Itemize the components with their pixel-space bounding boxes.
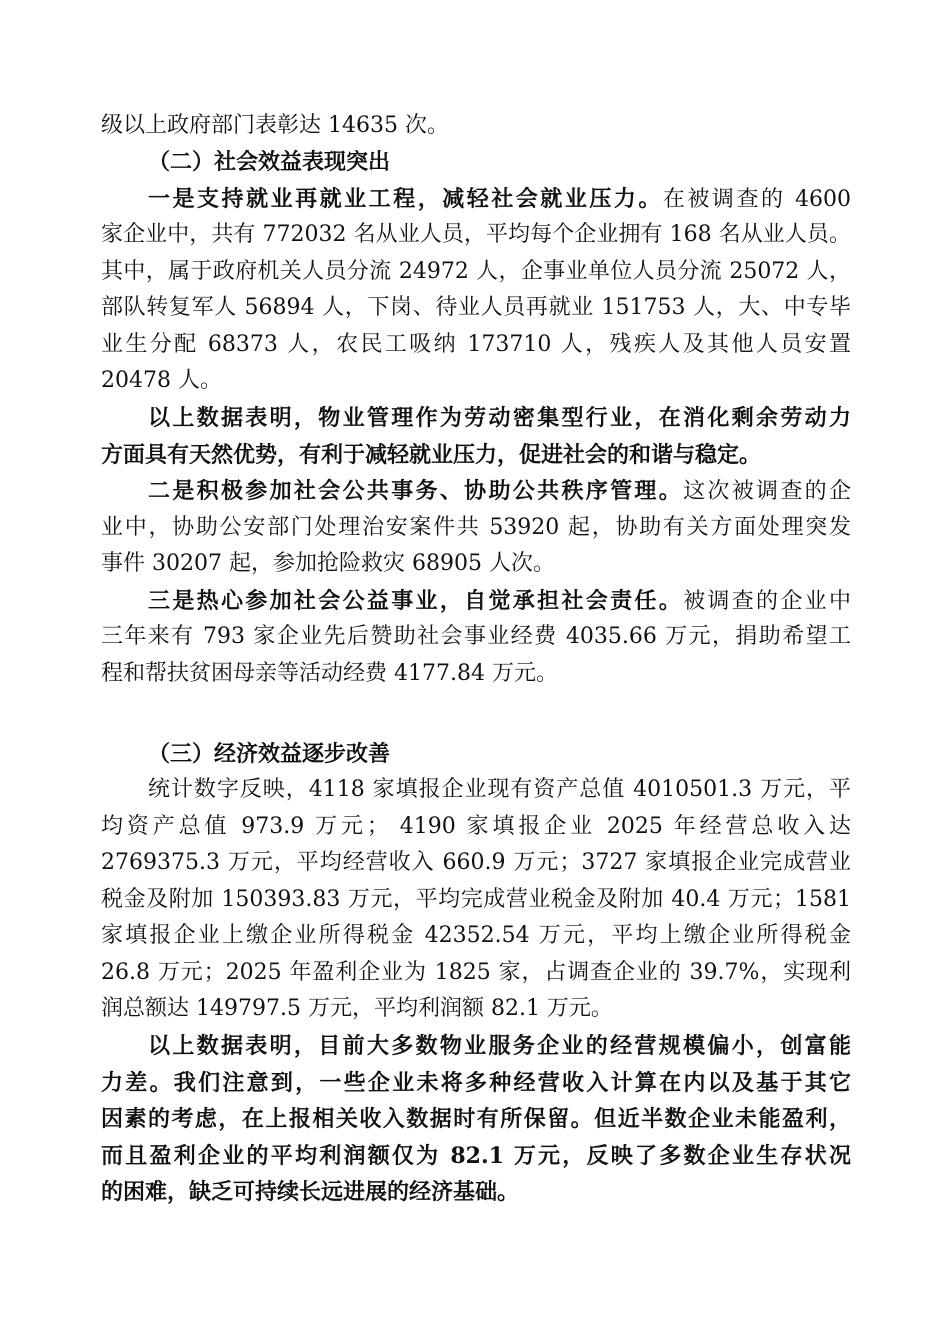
- text-span: 被调查的企业中: [683, 589, 851, 614]
- bold-span: 而且盈利企业的平均利润额仅为 82.1 万元，反映了多数企业生存状况: [101, 1143, 851, 1169]
- text-line: [101, 1065, 851, 1101]
- text-line: [148, 473, 851, 509]
- text-line: [101, 1138, 851, 1174]
- text-span: 税金及附加 150393.83 万元，平均完成营业税金及附加 40.4 万元；1581: [101, 887, 851, 912]
- text-line: [101, 217, 851, 253]
- text-line: [148, 400, 851, 436]
- bold-span: 以上数据表明，物业管理作为劳动密集型行业，在消化剩余劳动力: [148, 405, 851, 431]
- text-span: 26.8 万元；2025 年盈利企业为 1825 家，占调查企业的 39.7%，实现利: [101, 960, 851, 985]
- text-span: 家填报企业上缴企业所得税金 42352.54 万元，平均上缴企业所得税金: [101, 923, 851, 948]
- text-span: 部队转复军人 56894 人，下岗、待业人员再就业 151753 人，大、中专毕: [101, 295, 851, 320]
- bold-span: 力差。我们注意到，一些企业未将多种经营收入计算在内以及基于其它: [101, 1070, 851, 1096]
- text-line: [148, 1028, 851, 1064]
- text-span: 这次被调查的企: [683, 479, 851, 504]
- lead-sentence: 三是热心参加社会公益事业，自觉承担社会责任。: [148, 588, 684, 614]
- text-line: [101, 290, 851, 326]
- section-heading-social-benefits: [148, 144, 851, 180]
- heading-text: （三）经济效益逐步改善: [148, 741, 391, 767]
- text-line: [101, 1101, 851, 1137]
- text-line: [101, 918, 851, 954]
- heading-text: （二）社会效益表现突出: [148, 149, 391, 175]
- bold-span: 因素的考虑，在上报相关收入数据时有所保留。但近半数企业未能盈利，: [101, 1106, 851, 1132]
- text-line: [101, 437, 851, 473]
- text-line: [101, 845, 851, 881]
- text-span: 其中，属于政府机关人员分流 24972 人，企事业单位人员分流 25072 人，: [101, 259, 851, 284]
- text-line: [148, 181, 851, 217]
- text-span: 统计数字反映，4118 家填报企业现有资产总值 4010501.3 万元，平: [148, 777, 851, 802]
- text-line: [101, 656, 851, 692]
- text-line: [101, 991, 851, 1027]
- text-span: 润总额达 149797.5 万元，平均利润额 82.1 万元。: [101, 996, 613, 1021]
- text-line: [101, 510, 851, 546]
- text-span: 在被调查的 4600: [662, 187, 851, 212]
- text-line: [148, 772, 851, 808]
- text-span: 三年来有 793 家企业先后赞助社会事业经费 4035.66 万元，捐助希望工: [101, 624, 851, 649]
- text-line: [101, 363, 851, 399]
- text-span: 级以上政府部门表彰达 14635 次。: [101, 113, 449, 138]
- text-span: 均资产总值 973.9 万元； 4190 家填报企业 2025 年经营总收入达: [101, 814, 851, 839]
- lead-sentence: 二是积极参加社会公共事务、协助公共秩序管理。: [148, 478, 684, 504]
- bold-span: 以上数据表明，目前大多数物业服务企业的经营规模偏小，创富能: [148, 1033, 851, 1059]
- bold-span: 方面具有天然优势，有利于减轻就业压力，促进社会的和谐与稳定。: [101, 442, 762, 468]
- text-span: 20478 人。: [101, 368, 222, 393]
- text-line: [101, 254, 851, 290]
- text-line: [101, 327, 851, 363]
- text-line: [101, 955, 851, 991]
- text-span: 家企业中，共有 772032 名从业人员，平均每个企业拥有 168 名从业人员。: [101, 222, 851, 247]
- text-line: [101, 108, 851, 144]
- text-line: [101, 619, 851, 655]
- text-line: [101, 882, 851, 918]
- text-line: [101, 1174, 851, 1210]
- text-span: 业中，协助公安部门处理治安案件共 53920 起，协助有关方面处理突发: [101, 515, 851, 540]
- text-span: 2769375.3 万元，平均经营收入 660.9 万元；3727 家填报企业完成营业: [101, 850, 851, 875]
- text-span: 程和帮扶贫困母亲等活动经费 4177.84 万元。: [101, 661, 558, 686]
- lead-sentence: 一是支持就业再就业工程，减轻社会就业压力。: [148, 186, 663, 212]
- text-span: 业生分配 68373 人，农民工吸纳 173710 人，残疾人及其他人员安置: [101, 332, 851, 357]
- text-line: [101, 809, 851, 845]
- text-span: 事件 30207 起，参加抢险救灾 68905 人次。: [101, 551, 555, 576]
- text-line: [148, 583, 851, 619]
- bold-span: 的困难，缺乏可持续长远进展的经济基础。: [101, 1179, 520, 1205]
- section-heading-economic-benefits: [148, 736, 851, 772]
- text-line: [101, 546, 851, 582]
